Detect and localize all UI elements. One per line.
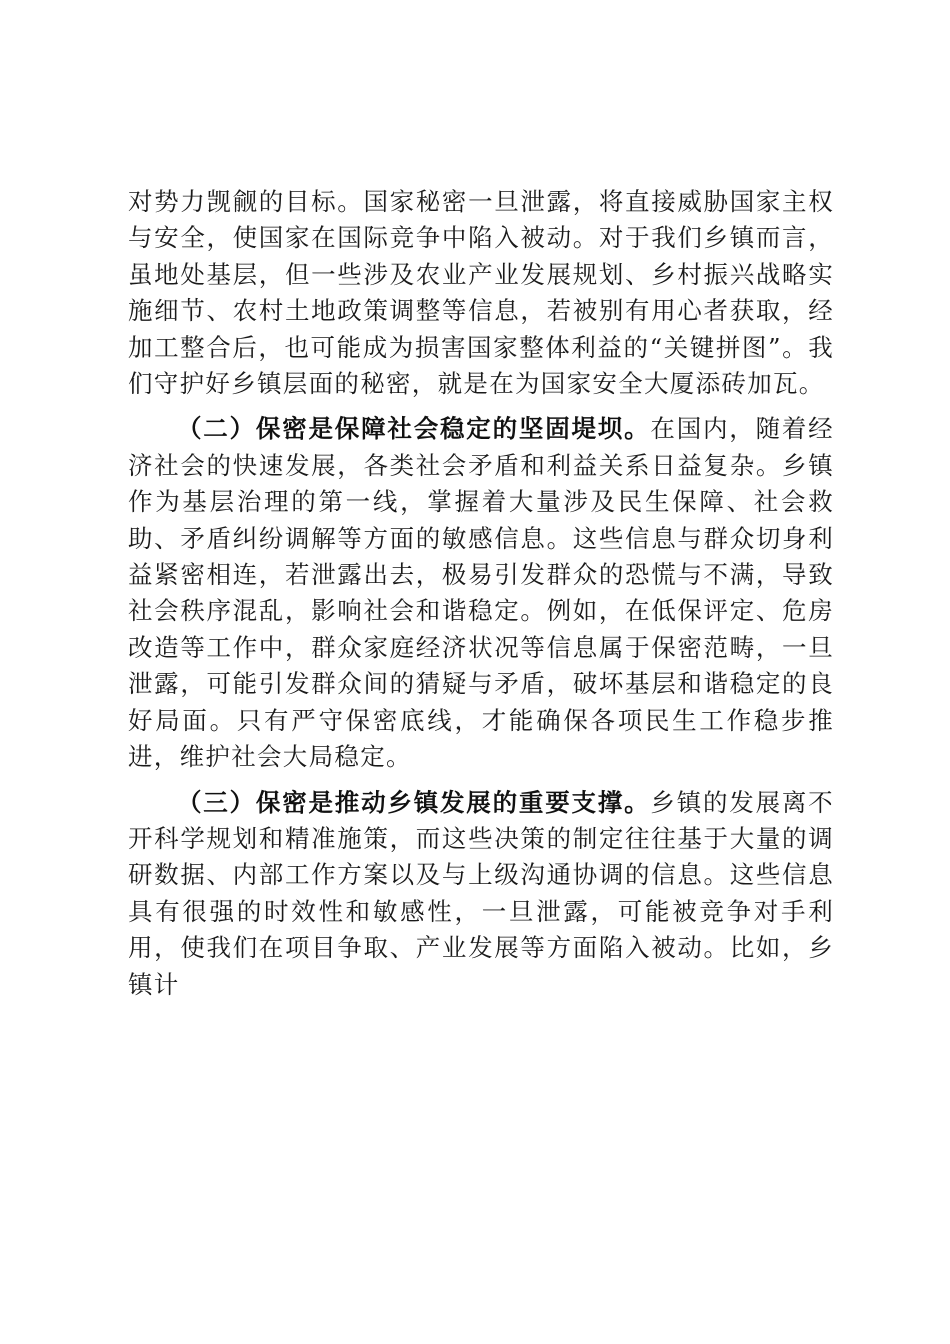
paragraph-text: 对势力觊觎的目标。国家秘密一旦泄露，将直接威胁国家主权与安全，使国家在国际竞争中陷入被动。对于我们乡镇而言，虽地处基层，但一些涉及农业产业发展规划、乡村振兴战略实施细节、农村土地政策调整等信息，若被别有用心者获取，经加工整合后，也可能成为损害国家整体利益的“关键拼图”。我们守护好乡镇层面的秘密，就是在为国家安全大厦添砖加瓦。 xyxy=(128,187,834,399)
paragraph-section-3 xyxy=(128,785,834,1003)
section-heading-3: （三）保密是推动乡镇发展的重要支撑。 xyxy=(177,787,651,817)
paragraph-continuation xyxy=(128,184,834,402)
paragraph-text: 乡镇的发展离不开科学规划和精准施策，而这些决策的制定往往基于大量的调研数据、内部工作方案以及与上级沟通协调的信息。这些信息具有很强的时效性和敏感性，一旦泄露，可能被竞争对手利用，使我们在项目争取、产业发展等方面陷入被动。比如，乡镇计 xyxy=(128,787,834,999)
document-body xyxy=(128,184,834,1003)
section-heading-2: （二）保密是保障社会稳定的坚固堤坝。 xyxy=(177,414,651,444)
paragraph-section-2 xyxy=(128,411,834,775)
paragraph-text: 在国内，随着经济社会的快速发展，各类社会矛盾和利益关系日益复杂。乡镇作为基层治理的第一线，掌握着大量涉及民生保障、社会救助、矛盾纠纷调解等方面的敏感信息。这些信息与群众切身利益紧密相连，若泄露出去，极易引发群众的恐慌与不满，导致社会秩序混乱，影响社会和谐稳定。例如，在低保评定、危房改造等工作中，群众家庭经济状况等信息属于保密范畴，一旦泄露，可能引发群众间的猜疑与矛盾，破坏基层和谐稳定的良好局面。只有严守保密底线，才能确保各项民生工作稳步推进，维护社会大局稳定。 xyxy=(128,414,834,772)
